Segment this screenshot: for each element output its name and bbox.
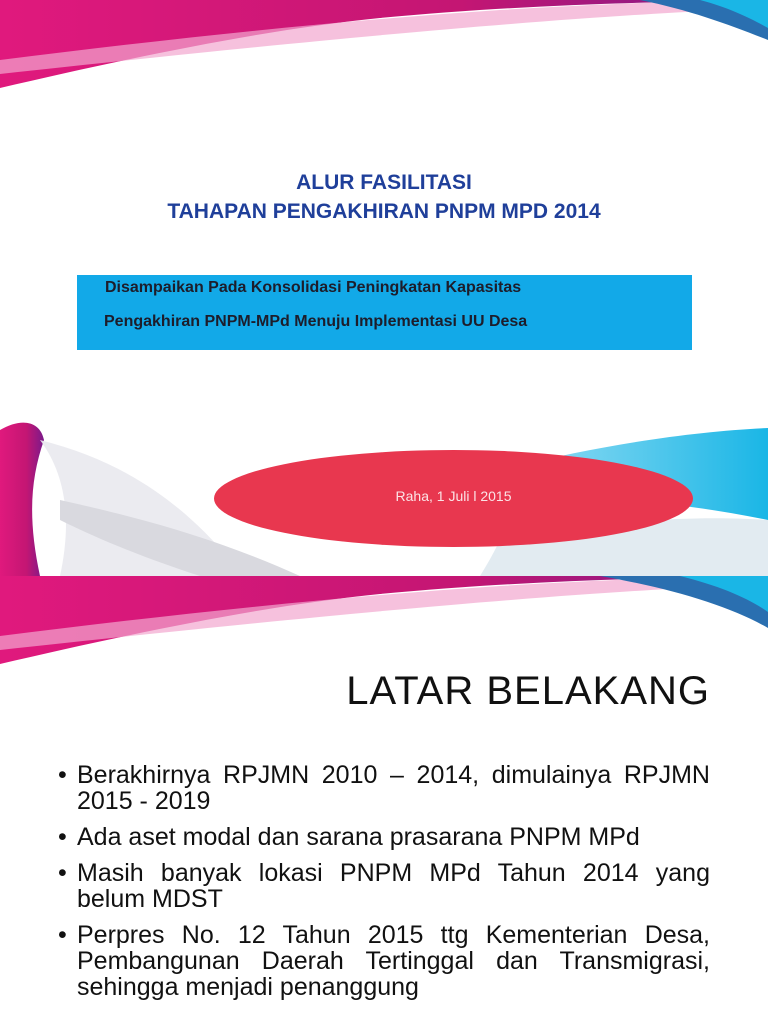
subtitle-banner [77, 275, 692, 350]
bullet-icon: • [58, 823, 67, 851]
slide-title-line1: ALUR FASILITASI [296, 171, 472, 194]
bullet-icon: • [58, 761, 67, 789]
banner-line1: Disampaikan Pada Konsolidasi Peningkatan Kapasitas [105, 279, 522, 296]
list-item [58, 824, 710, 850]
bullet-text: Ada aset modal dan sarana prasarana PNPM MPd [77, 823, 640, 851]
list-item [58, 922, 710, 1000]
date-ellipse [214, 450, 693, 547]
list-item [58, 762, 710, 814]
bullet-list [58, 762, 710, 1010]
bullet-text: Masih banyak lokasi PNPM MPd Tahun 2014 yang belum MDST [77, 859, 710, 913]
bullet-text: Perpres No. 12 Tahun 2015 ttg Kementerian Desa, Pembangunan Daerah Tertinggal dan Transmigrasi, sehingga menjadi penanggung [77, 921, 710, 1001]
bullet-text: Berakhirnya RPJMN 2010 – 2014, dimulainya RPJMN 2015 - 2019 [77, 761, 710, 815]
list-item [58, 860, 710, 912]
date-label: Raha, 1 Juli l 2015 [395, 488, 512, 504]
slide-title-line2: TAHAPAN PENGAKHIRAN PNPM MPD 2014 [167, 200, 601, 223]
bullet-icon: • [58, 921, 67, 949]
section-heading: LATAR BELAKANG [346, 669, 710, 713]
content-slide [0, 576, 768, 1024]
bullet-icon: • [58, 859, 67, 887]
banner-line2: Pengakhiran PNPM-MPd Menuju Implementasi UU Desa [104, 313, 528, 330]
